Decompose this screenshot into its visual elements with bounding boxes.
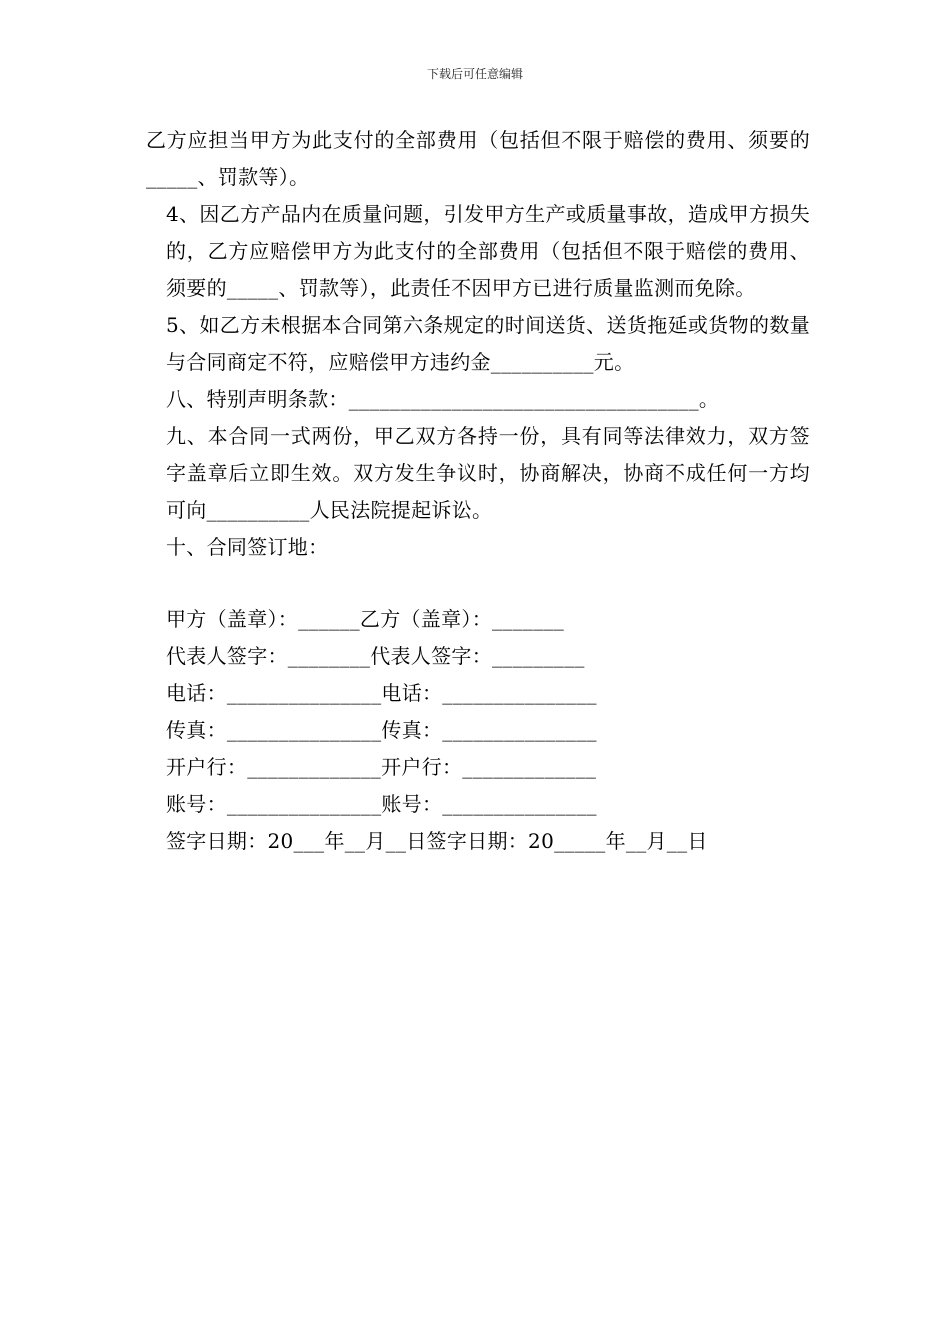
signature-row-representative: 代表人签字：________代表人签字：_________ (166, 644, 585, 668)
paragraph-copies-clause: 九、本合同一式两份，甲乙双方各持一份，具有同等法律效力，双方签字盖章后立即生效。双方发生争议时，协商解决，协商不成任何一方均可向__________人民法院提起诉讼。 (166, 424, 810, 522)
signature-row-account: 账号：_______________账号：_______________ (166, 792, 597, 816)
signature-block (166, 601, 806, 860)
signature-row-fax: 传真：_______________传真：_______________ (166, 718, 597, 742)
signature-row-phone: 电话：_______________电话：_______________ (166, 681, 597, 705)
paragraph-fee-clause: 乙方应担当甲方为此支付的全部费用（包括但不限于赔偿的费用、须要的_____、罚款等）。 (146, 128, 810, 189)
signature-row-date: 签字日期：20___年__月__日签字日期：20_____年__月__日 (166, 829, 708, 853)
paragraph-special-terms: 八、特别声明条款：__________________________________。 (166, 387, 720, 411)
signature-row-bank: 开户行：_____________开户行：_____________ (166, 755, 597, 779)
paragraph-signing-place: 十、合同签订地： (166, 535, 329, 559)
paragraph-delivery-clause: 5、如乙方未根据本合同第六条规定的时间送货、送货拖延或货物的数量与合同商定不符，应赔偿甲方违约金__________元。 (166, 313, 810, 374)
contract-body (146, 122, 810, 566)
paragraph-quality-clause: 4、因乙方产品内在质量问题，引发甲方生产或质量事故，造成甲方损失的，乙方应赔偿甲方为此支付的全部费用（包括但不限于赔偿的费用、须要的_____、罚款等），此责任不因甲方已进行质量监测而免除。 (166, 202, 810, 300)
page-header: 下载后可任意编辑 (426, 67, 523, 81)
signature-row-seal: 甲方（盖章）：______乙方（盖章）：_______ (166, 607, 565, 631)
